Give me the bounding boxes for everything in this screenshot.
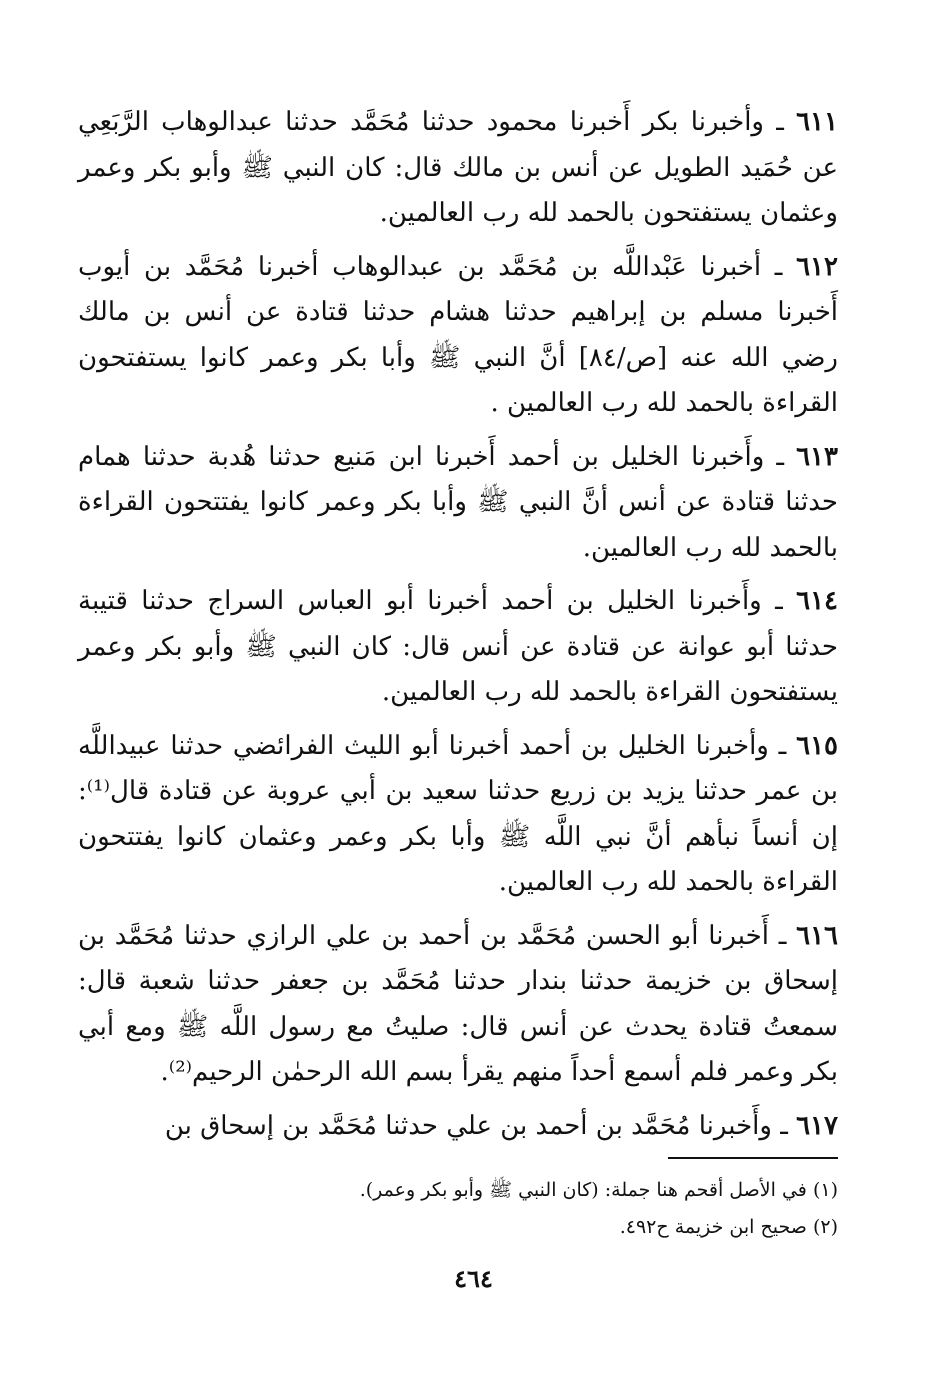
page-number: ٤٦٤ [454, 1264, 493, 1293]
footnote-text: صحيح ابن خزيمة ح٤٩٢. [619, 1216, 807, 1238]
hadith-text: ـ أخبرنا عَبْداللَّه بن مُحَمَّد بن عبدالوهاب أخبرنا مُحَمَّد بن أيوب أَخبرنا مسلم بن إبراهيم حدثنا هشام حدثنا قتادة عن أنس بن مالك رضي الله عنه [ص/٨٤] أنَّ النبي ﷺ وأبا بكر وعمر كانوا يستفتحون القراءة بالحمد لله رب العالمين . [78, 251, 838, 418]
hadith-paragraph-616 [78, 914, 838, 1096]
hadith-text: ـ وأَخبرنا الخليل بن أحمد أخبرنا أبو العباس السراج حدثنا قتيبة حدثنا أبو عوانة عن قتادة عن أنس قال: كان النبي ﷺ وأبو بكر وعمر يستفتحون القراءة بالحمد لله رب العالمين. [78, 586, 838, 707]
footnote-text: في الأصل أقحم هنا جملة: (كان النبي ﷺ وأبو بكر وعمر). [359, 1179, 807, 1201]
hadith-text: ـ وأخبرنا الخليل بن أحمد أخبرنا أبو الليث الفرائضي حدثنا عبيداللَّه بن عمر حدثنا يزيد بن زريع حدثنا سعيد بن أبي عروبة عن قتادة قال⁽¹⁾: إن أنساً نبأهم أنَّ نبي اللَّه ﷺ وأبا بكر وعمر وعثمان كانوا يفتتحون القراءة بالحمد لله رب العالمين. [78, 730, 838, 897]
footnote-marker: (٢) [812, 1216, 838, 1238]
hadith-number: ٦١٢ [796, 251, 838, 282]
hadith-number: ٦١٦ [796, 920, 839, 951]
hadith-text: ـ وأَخبرنا مُحَمَّد بن أحمد بن علي حدثنا مُحَمَّد بن إسحاق بن [164, 1110, 788, 1141]
footnote-1 [138, 1172, 838, 1209]
footnote-2 [138, 1209, 838, 1246]
hadith-paragraph-617 [78, 1104, 838, 1150]
hadith-text: ـ وأَخبرنا الخليل بن أحمد أَخبرنا ابن مَنيع حدثنا هُدبة حدثنا همام حدثنا قتادة عن أنس أنَّ النبي ﷺ وأبا بكر وعمر كانوا يفتتحون القراءة بالحمد لله رب العالمين. [78, 441, 838, 563]
footnote-divider [668, 1157, 838, 1159]
hadith-paragraph-613 [78, 435, 838, 572]
hadith-paragraph-615 [78, 724, 838, 906]
footnote-marker: (١) [812, 1179, 838, 1201]
hadith-number: ٦١٤ [796, 586, 839, 616]
hadith-number: ٦١٣ [796, 441, 838, 472]
hadith-text: ـ وأخبرنا بكر أَخبرنا محمود حدثنا مُحَمَّد حدثنا عبدالوهاب الرَّبَعِي عن حُمَيد الطويل عن أنس بن مالك قال: كان النبي ﷺ وأبو بكر وعمر وعثمان يستفتحون بالحمد لله رب العالمين. [78, 107, 838, 228]
hadith-text: ـ أَخبرنا أبو الحسن مُحَمَّد بن أحمد بن علي الرازي حدثنا مُحَمَّد بن إسحاق بن خزيمة حدثنا بندار حدثنا مُحَمَّد بن جعفر حدثنا شعبة قال: سمعتُ قتادة يحدث عن أنس قال: صليتُ مع رسول اللَّه ﷺ ومع أبي بكر وعمر فلم أسمع أحداً منهم يقرأ بسم الله الرحمٰن الرحيم⁽²⁾. [78, 920, 838, 1087]
page-body [78, 100, 838, 1157]
hadith-number: ٦١٧ [796, 1110, 838, 1141]
hadith-number: ٦١٥ [796, 730, 839, 761]
hadith-paragraph-611 [78, 100, 838, 237]
hadith-number: ٦١١ [796, 107, 838, 137]
hadith-paragraph-614 [78, 579, 838, 716]
hadith-paragraph-612 [78, 245, 838, 427]
footnotes [138, 1172, 838, 1246]
